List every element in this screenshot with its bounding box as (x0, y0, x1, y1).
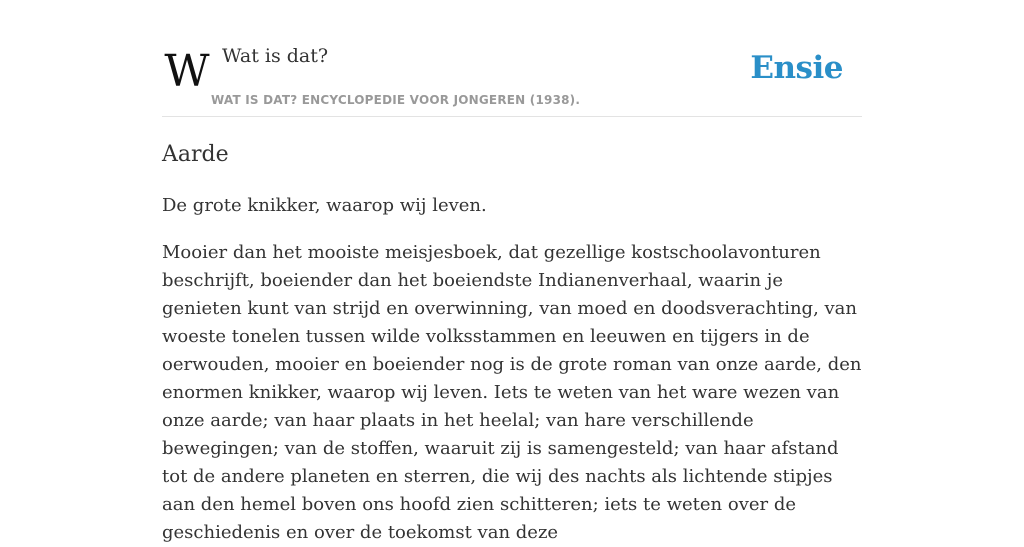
ensie-brand-link[interactable]: Ensie (750, 50, 843, 86)
header (162, 0, 862, 117)
site-title[interactable]: Wat is dat? (222, 45, 329, 67)
wikipedia-w-icon[interactable] (164, 46, 210, 97)
article-title: Aarde (162, 142, 229, 167)
article-lead: De grote knikker, waarop wij leven. (162, 195, 487, 216)
source-subtitle: WAT IS DAT? ENCYCLOPEDIE VOOR JONGEREN (1938). (211, 93, 581, 107)
svg-text:W: W (164, 46, 210, 97)
page-container (162, 0, 862, 543)
article-body: Mooier dan het mooiste meisjesboek, dat gezellige kostschoolavonturen beschrijft, boeiender dan het boeiendste Indianenverhaal, waarin je genieten kunt van strijd en overwinning, van moed en doodsverachting, van woeste tonelen tussen wilde volksstammen en leeuwen en tijgers in de oerwouden, mooier en boeiender nog is de grote roman van onze aarde, den enormen knikker, waarop wij leven. Iets te weten van het ware wezen van onze aarde; van haar plaats in het heelal; van hare verschillende bewegingen; van de stoffen, waaruit zij is samengesteld; van haar afstand tot de andere planeten en sterren, die wij des nachts als lichtende stipjes aan den hemel boven ons hoofd zien schitteren; iets te weten over de geschiedenis en over de toekomst van deze (162, 242, 862, 543)
